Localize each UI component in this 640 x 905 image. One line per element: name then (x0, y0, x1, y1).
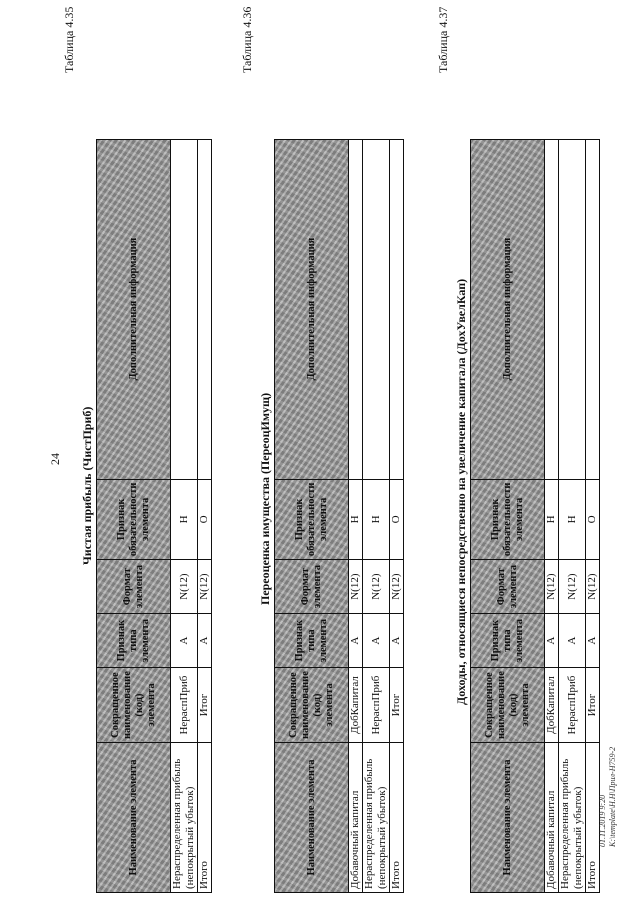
column-header: Сокращенное наименование (код) элемента (471, 668, 545, 743)
table-cell: НераспПриб (363, 668, 390, 743)
table-cell: Н (559, 479, 586, 560)
column-header: Формат элемента (97, 560, 171, 614)
table-cell (559, 139, 586, 479)
table-row (545, 139, 559, 892)
table-cell: N(12) (171, 560, 198, 614)
table-cell: ДобКапитал (545, 668, 559, 743)
column-header: Признак обязательности элемента (471, 479, 545, 560)
table-cell: Итого (198, 743, 212, 893)
stamp-line-2: K:\template\Н.Н\Прил-Н759-2 (608, 746, 617, 847)
table-cell: N(12) (586, 560, 600, 614)
table-cell (363, 139, 390, 479)
column-header: Наименование элемента (97, 743, 171, 893)
table-cell: Н (545, 479, 559, 560)
table-row (349, 139, 363, 892)
table-cell: А (171, 614, 198, 668)
table-row (171, 139, 198, 892)
column-header: Признак типа элемента (275, 614, 349, 668)
column-header: Наименование элемента (275, 743, 349, 893)
table-row (198, 139, 212, 892)
table-cell: N(12) (390, 560, 404, 614)
table-cell: О (390, 479, 404, 560)
file-stamp (598, 747, 618, 847)
table-cell (198, 139, 212, 479)
table-cell (171, 139, 198, 479)
table-cell: N(12) (349, 560, 363, 614)
table-cell: Итог (390, 668, 404, 743)
table-cell: N(12) (545, 560, 559, 614)
stamp-line-1: 01.11.2019 9:20 (598, 794, 607, 847)
table-cell: Нераспределенная прибыль (непокрытый убыток) (559, 743, 586, 893)
table-row (390, 139, 404, 892)
column-header: Наименование элемента (471, 743, 545, 893)
table-cell: N(12) (363, 560, 390, 614)
column-header: Признак обязательности элемента (275, 479, 349, 560)
table-cell (349, 139, 363, 479)
table-label-4-37: Таблица 4.37 (436, 6, 450, 73)
table-cell: Н (349, 479, 363, 560)
table-cell: ДобКапитал (349, 668, 363, 743)
table-cell: Добавочный капитал (349, 743, 363, 893)
column-header: Сокращенное наименование (код) элемента (275, 668, 349, 743)
column-header: Формат элемента (275, 560, 349, 614)
table-label-4-35: Таблица 4.35 (62, 6, 76, 73)
table-title-4-35: Чистая прибыль (ЧистПриб) (80, 406, 94, 565)
header-row (471, 139, 545, 892)
header-row (275, 139, 349, 892)
table-cell: Итог (198, 668, 212, 743)
table-row (363, 139, 390, 892)
table-4-36 (274, 139, 404, 893)
table-cell: Добавочный капитал (545, 743, 559, 893)
table-cell: Итого (390, 743, 404, 893)
column-header: Дополнительная информация (97, 139, 171, 479)
table-cell: Нераспределенная прибыль (непокрытый убыток) (171, 743, 198, 893)
page-number: 24 (48, 453, 62, 465)
table-cell: О (586, 479, 600, 560)
table-cell: Итого (586, 743, 600, 893)
table-title-4-36: Переоценка имущества (ПереоцИмущ) (258, 392, 272, 605)
column-header: Формат элемента (471, 560, 545, 614)
header-row (97, 139, 171, 892)
column-header: Сокращенное наименование (код) элемента (97, 668, 171, 743)
table-cell: А (559, 614, 586, 668)
column-header: Признак типа элемента (471, 614, 545, 668)
table-cell: N(12) (559, 560, 586, 614)
table-cell (390, 139, 404, 479)
table-cell: N(12) (198, 560, 212, 614)
table-cell: Итог (586, 668, 600, 743)
table-cell: А (390, 614, 404, 668)
table-4-37 (470, 139, 600, 893)
table-cell: Н (171, 479, 198, 560)
table-label-4-36: Таблица 4.36 (240, 6, 254, 73)
table-title-4-37: Доходы, относящиеся непосредственно на увеличение капитала (ДохУвелКап) (454, 278, 468, 705)
table-cell: А (363, 614, 390, 668)
table-cell: А (545, 614, 559, 668)
table-cell (586, 139, 600, 479)
table-cell: А (349, 614, 363, 668)
table-cell: А (586, 614, 600, 668)
table-cell: Нераспределенная прибыль (непокрытый убыток) (363, 743, 390, 893)
table-cell: НераспПриб (559, 668, 586, 743)
table-4-35 (96, 139, 212, 893)
column-header: Дополнительная информация (275, 139, 349, 479)
table-cell: Н (363, 479, 390, 560)
table-cell: О (198, 479, 212, 560)
table-cell: НераспПриб (171, 668, 198, 743)
column-header: Признак обязательности элемента (97, 479, 171, 560)
table-cell (545, 139, 559, 479)
column-header: Дополнительная информация (471, 139, 545, 479)
column-header: Признак типа элемента (97, 614, 171, 668)
table-cell: А (198, 614, 212, 668)
table-row (559, 139, 586, 892)
